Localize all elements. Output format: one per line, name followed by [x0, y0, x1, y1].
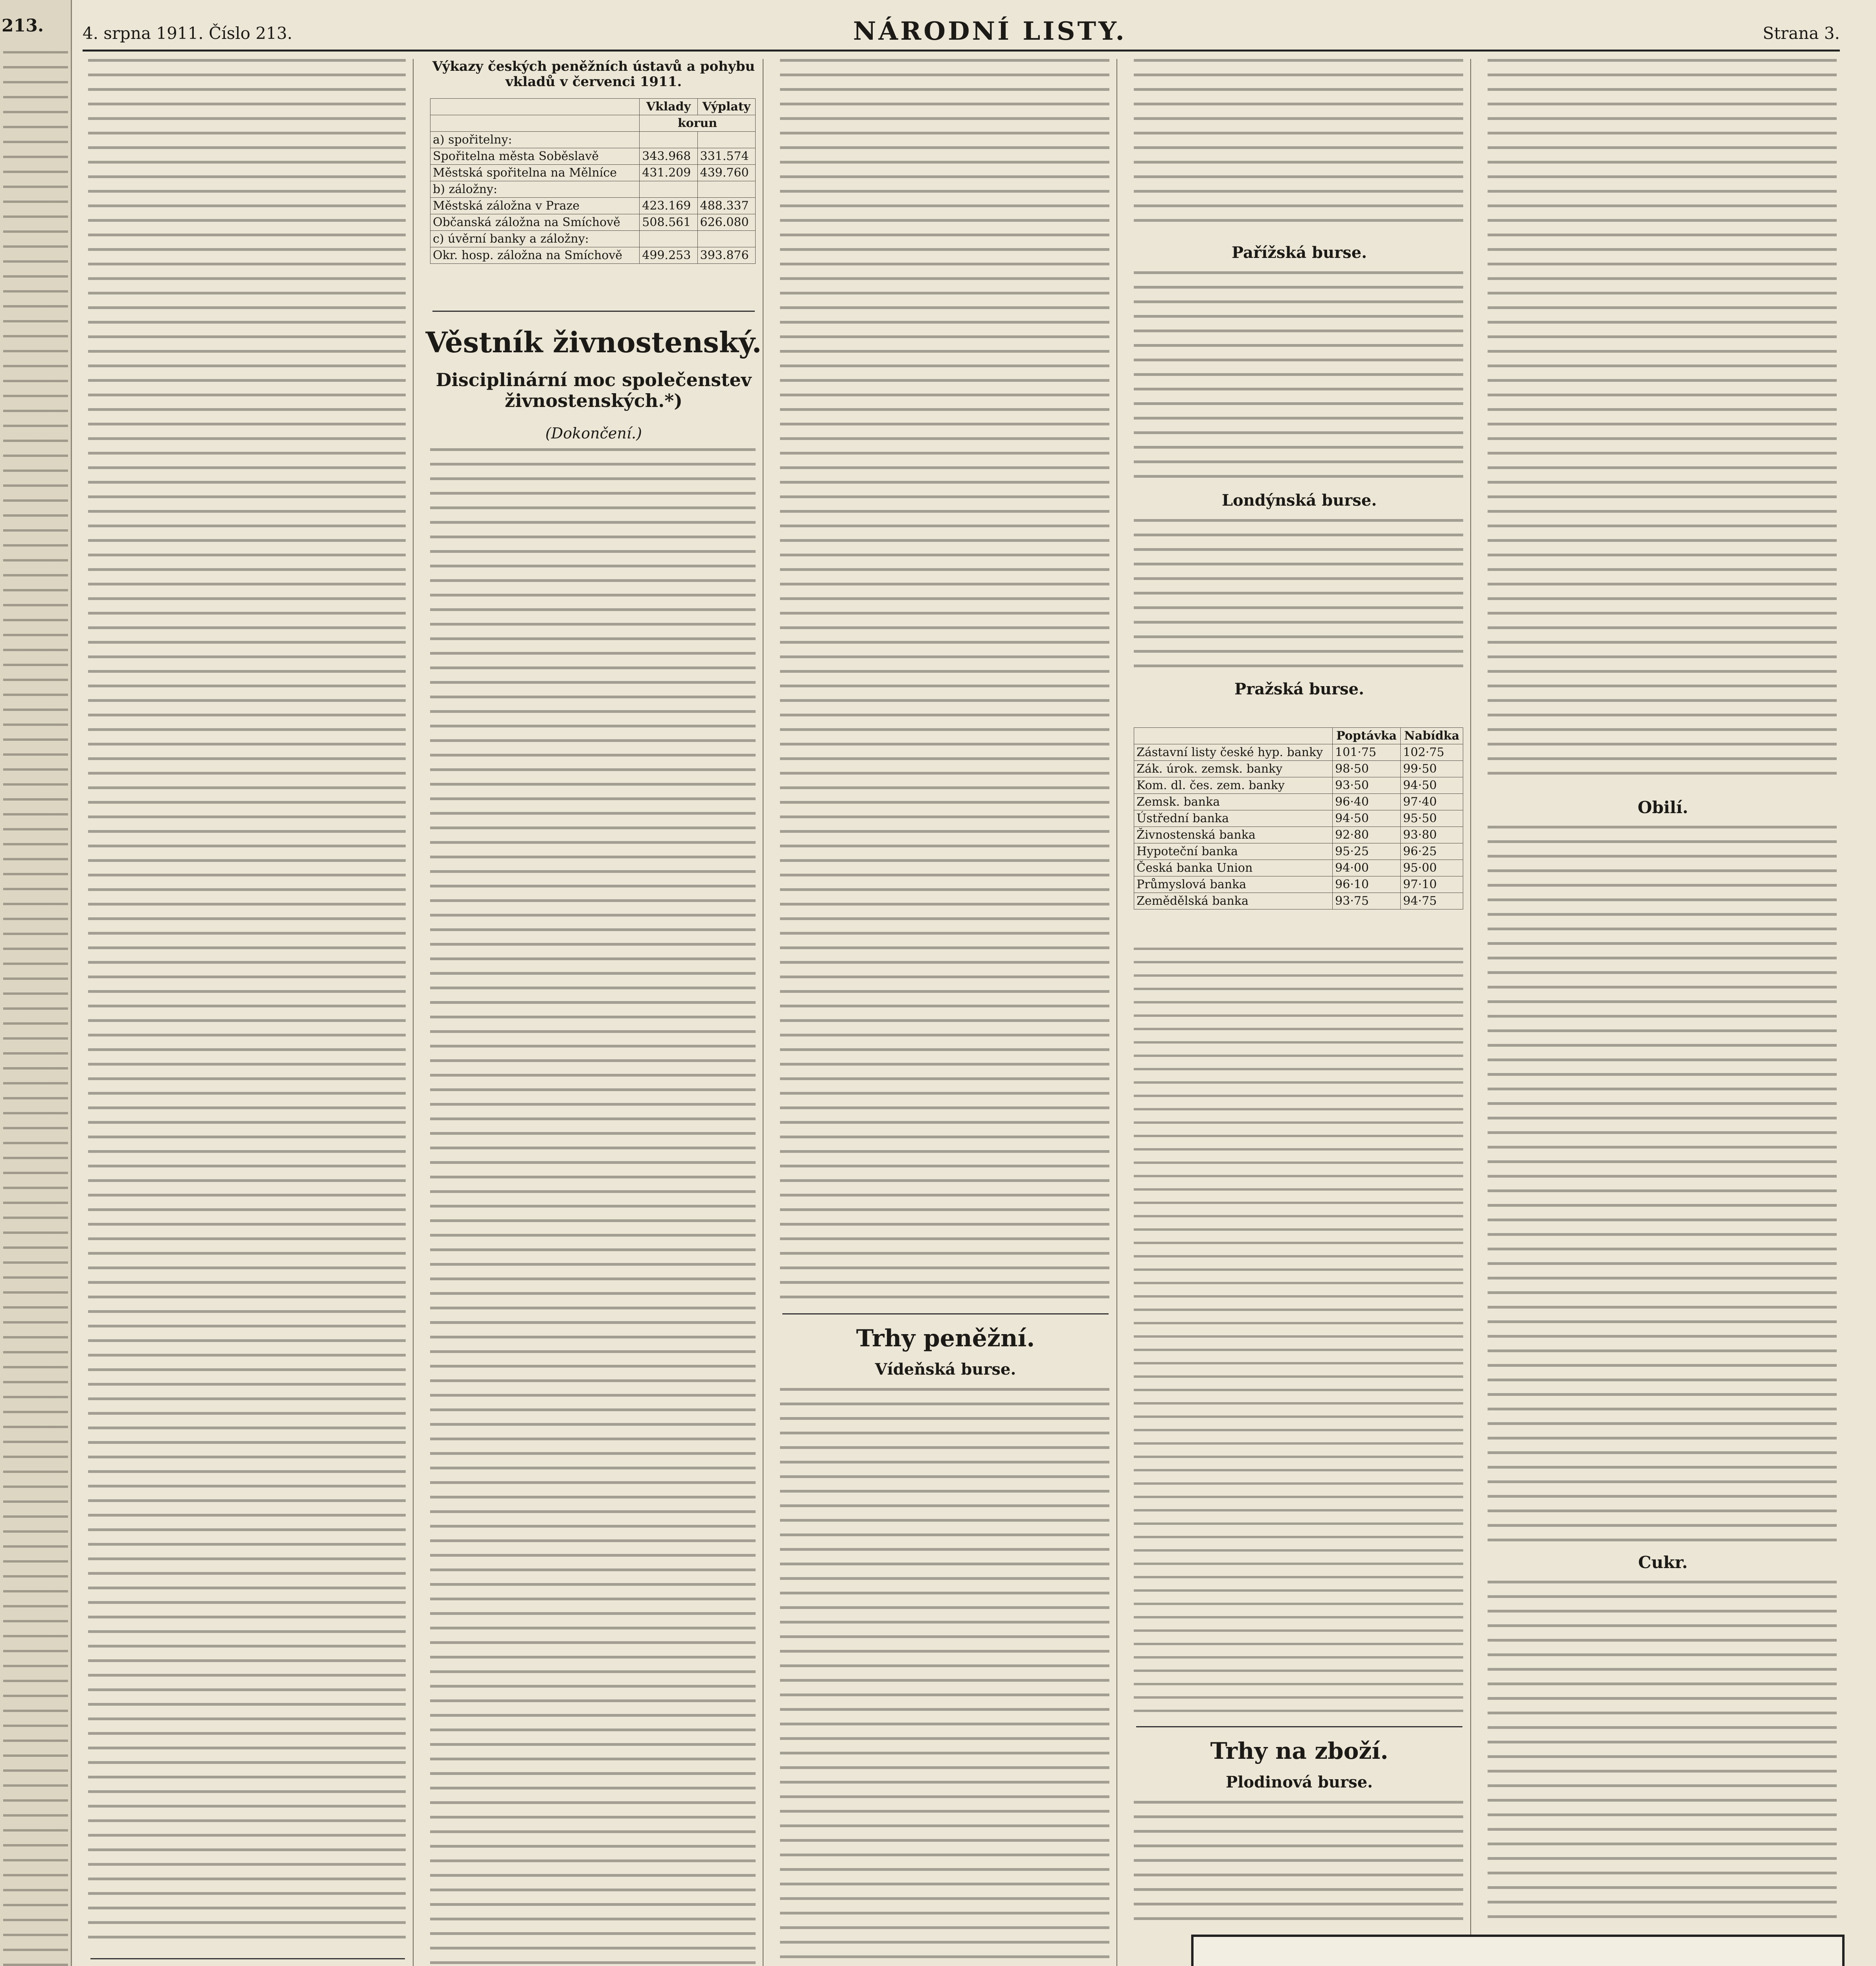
paris-text-block	[1134, 271, 1463, 480]
table-cell: 97·40	[1400, 794, 1463, 810]
table-cell: Živnostenská banka	[1134, 827, 1333, 843]
table-row	[430, 231, 756, 247]
table-cell: 343.968	[640, 148, 697, 165]
table-cell: 94·00	[1333, 860, 1401, 876]
newspaper-title: NÁRODNÍ LISTY.	[853, 17, 1127, 46]
table-header-cell: Poptávka	[1333, 728, 1401, 744]
osram-advertisement	[1191, 1935, 1845, 1966]
table-cell: Okr. hosp. záložna na Smíchově	[430, 247, 640, 264]
table-cell: 93·80	[1400, 827, 1463, 843]
table-cell: 95·50	[1400, 810, 1463, 827]
section-divider	[782, 1313, 1109, 1314]
table-cell	[640, 231, 697, 247]
table-cell: 98·50	[1333, 761, 1401, 777]
sugar-text-block	[1488, 1581, 1837, 1919]
subheading-grain: Obilí.	[1637, 798, 1688, 817]
table-cell: 96·10	[1333, 876, 1401, 893]
column-2	[425, 59, 763, 1966]
section-divider	[1136, 1726, 1462, 1727]
table-header-cell: Nabídka	[1400, 728, 1463, 744]
table-row	[430, 132, 756, 148]
issue-date: 4. srpna 1911. Číslo 213.	[83, 24, 292, 43]
table-cell: Zemědělská banka	[1134, 893, 1333, 909]
table-cell: 331.574	[697, 148, 755, 165]
table-cell: Česká banka Union	[1134, 860, 1333, 876]
subheading-london: Londýnská burse.	[1221, 491, 1377, 510]
table-cell: 94·50	[1400, 777, 1463, 794]
prague-list-block	[1134, 948, 1463, 1714]
table-unit: korun	[640, 115, 756, 132]
commodity-text-block	[1134, 1801, 1463, 1927]
table-row	[430, 198, 756, 214]
previous-page-strip	[0, 0, 72, 1966]
market-text-block	[1488, 59, 1837, 786]
table-cell	[697, 181, 755, 198]
table-row	[1134, 744, 1463, 761]
table-cell: 423.169	[640, 198, 697, 214]
section-heading-money-markets: Trhy peněžní.	[856, 1325, 1035, 1352]
table-cell	[697, 132, 755, 148]
exchange-text-block	[1134, 59, 1463, 232]
column-4	[1128, 59, 1471, 1966]
table-cell: 94·75	[1400, 893, 1463, 909]
table-cell: Zástavní listy české hyp. banky	[1134, 744, 1333, 761]
table-row	[430, 148, 756, 165]
article-text-block	[780, 59, 1109, 1301]
table-cell: Hypoteční banka	[1134, 843, 1333, 860]
table-cell: Městská spořitelna na Mělníce	[430, 165, 640, 181]
strip-text-block	[3, 51, 68, 1966]
article-byline: (Dokončení.)	[545, 425, 642, 442]
table-row	[430, 214, 756, 231]
column-5	[1482, 59, 1844, 1966]
table-row	[430, 165, 756, 181]
table-cell: Občanská záložna na Smíchově	[430, 214, 640, 231]
table-header-row	[1134, 728, 1463, 744]
table-header-cell	[430, 99, 640, 115]
table-row	[1134, 843, 1463, 860]
table-cell: 97·10	[1400, 876, 1463, 893]
table-header-cell	[1134, 728, 1333, 744]
section-divider	[432, 311, 755, 312]
table-cell: 102·75	[1400, 744, 1463, 761]
column-1	[83, 59, 414, 1966]
table-cell: 95·25	[1333, 843, 1401, 860]
table-cell: 508.561	[640, 214, 697, 231]
page-number: Strana 3.	[1762, 24, 1840, 43]
table-cell: 99·50	[1400, 761, 1463, 777]
deposit-table	[430, 98, 756, 264]
table-cell: Zák. úrok. zemsk. banky	[1134, 761, 1333, 777]
london-text-block	[1134, 519, 1463, 668]
column-3	[774, 59, 1117, 1966]
table-cell	[640, 132, 697, 148]
table-cell: Průmyslová banka	[1134, 876, 1333, 893]
table-row	[430, 181, 756, 198]
subheading-sugar: Cukr.	[1638, 1553, 1688, 1572]
table-cell: 101·75	[1333, 744, 1401, 761]
section-heading-vestnik: Věstník živnostenský.	[425, 326, 762, 359]
table-cell: a) spořitelny:	[430, 132, 640, 148]
table-row	[1134, 810, 1463, 827]
table-cell: c) úvěrní banky a záložny:	[430, 231, 640, 247]
table-cell: b) záložny:	[430, 181, 640, 198]
table-cell: 439.760	[697, 165, 755, 181]
table-row	[430, 247, 756, 264]
table-cell: 93·50	[1333, 777, 1401, 794]
table-row	[1134, 827, 1463, 843]
table-row	[1134, 893, 1463, 909]
table-cell	[697, 231, 755, 247]
table-cell: 93·75	[1333, 893, 1401, 909]
table-cell: Ústřední banka	[1134, 810, 1333, 827]
table-cell: Zemsk. banka	[1134, 794, 1333, 810]
table-header-cell: Výplaty	[697, 99, 755, 115]
table-cell: 92·80	[1333, 827, 1401, 843]
subheading-prague: Pražská burse.	[1234, 680, 1364, 698]
table-row	[1134, 761, 1463, 777]
table-row	[1134, 794, 1463, 810]
table-header-row	[430, 99, 756, 115]
light-bulb-icon	[1229, 1953, 1331, 1966]
article-text-block	[88, 59, 406, 1946]
table-cell: 626.080	[697, 214, 755, 231]
table-cell: Městská záložna v Praze	[430, 198, 640, 214]
table-cell: 96·40	[1333, 794, 1401, 810]
table-row	[1134, 876, 1463, 893]
subheading-paris: Pařížská burse.	[1231, 243, 1367, 262]
masthead	[83, 15, 1840, 52]
subheading-commodity: Plodinová burse.	[1226, 1773, 1373, 1791]
table-cell: 393.876	[697, 247, 755, 264]
table-cell	[640, 181, 697, 198]
table-cell: 95·00	[1400, 860, 1463, 876]
subheading-vienna: Vídeňská burse.	[875, 1360, 1016, 1379]
table-row	[1134, 860, 1463, 876]
table-cell: Spořitelna města Soběslavě	[430, 148, 640, 165]
table-cell: 96·25	[1400, 843, 1463, 860]
table-cell: 499.253	[640, 247, 697, 264]
section-divider	[90, 1958, 405, 1959]
section-heading-goods-markets: Trhy na zboží.	[1210, 1738, 1389, 1764]
vienna-text-block	[780, 1388, 1109, 1966]
article-text-block	[430, 448, 756, 1966]
table-cell: 94·50	[1333, 810, 1401, 827]
table-header-cell: Vklady	[640, 99, 697, 115]
table-unit-row	[430, 115, 756, 132]
table-cell: 488.337	[697, 198, 755, 214]
table-cell: Kom. dl. čes. zem. banky	[1134, 777, 1333, 794]
table-cell: 431.209	[640, 165, 697, 181]
strip-page-number: 213.	[2, 16, 44, 36]
prague-quotes-table	[1134, 727, 1463, 909]
deposit-table-title: Výkazy českých peněžních ústavů a pohybu vkladů v červenci 1911.	[432, 59, 755, 90]
grain-text-block	[1488, 826, 1837, 1541]
table-row	[1134, 777, 1463, 794]
article-title: Disciplinární moc společenstev živnostenských.*)	[436, 369, 752, 411]
